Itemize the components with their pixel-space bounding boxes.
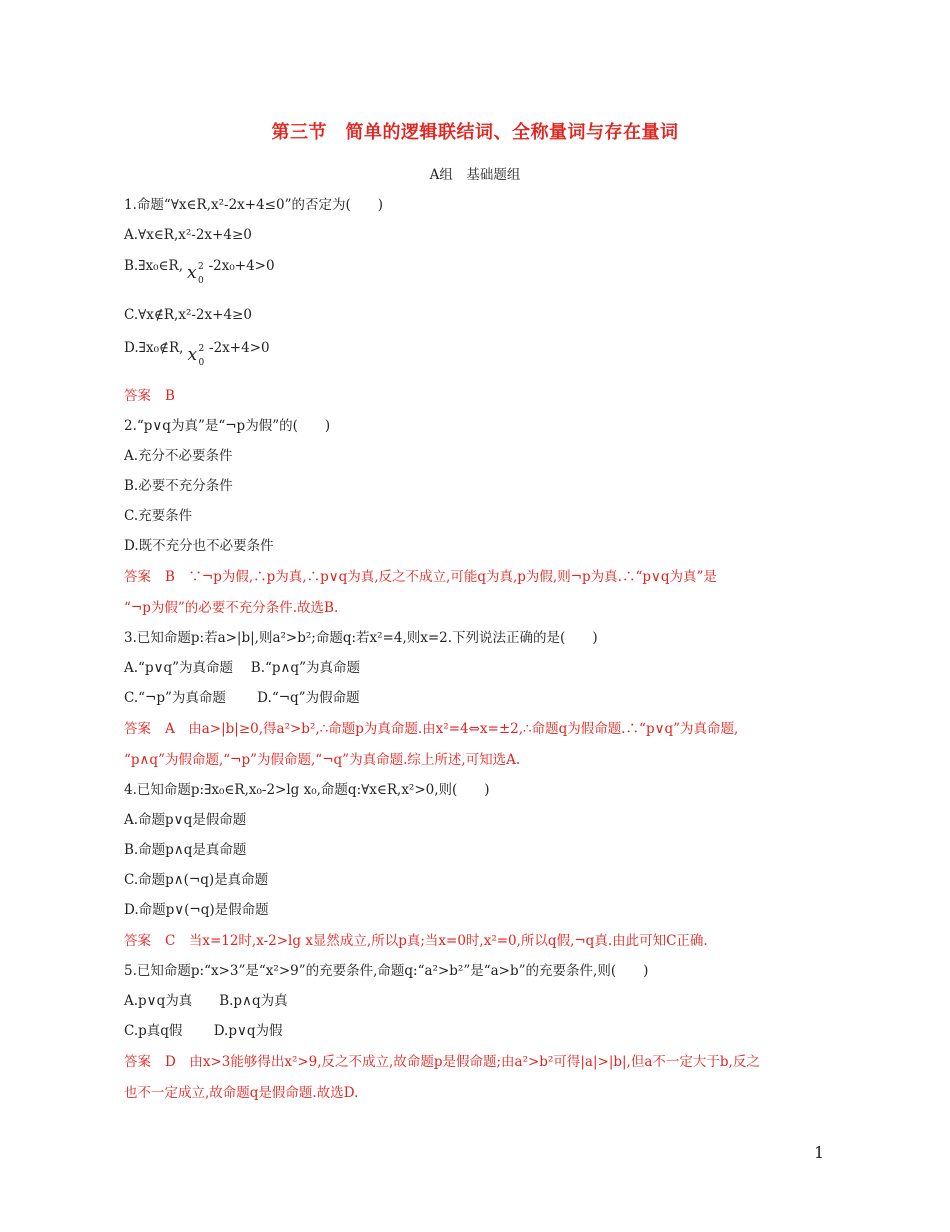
q2-stem: 2.“p∨q为真”是“¬p为假”的( ) [124, 418, 331, 434]
answer-label: 答案 [124, 1054, 151, 1070]
q1-answer-text: B [165, 388, 175, 404]
q4-option-c: C.命题p∧(¬q)是真命题 [124, 872, 269, 888]
q4-option-a: A.命题p∨q是假命题 [124, 812, 247, 828]
q2-answer-line1: B ∵¬p为假,∴p为真,∴p∨q为真,反之不成立,可能q为真,p为假,则¬p为真.∴“p∨q为真”是 [165, 569, 717, 585]
answer-label: 答案 [124, 388, 151, 404]
q3-answer [124, 719, 738, 739]
q3-answer-line1: A 由a>|b|≥0,得a²>b²,∴命题p为真命题.由x²=4⇔x=±2,∴命题q为假命题.∴“p∨q”为真命题, [165, 721, 739, 737]
q1-answer [124, 386, 175, 406]
q5-answer-line1: D 由x>3能够得出x²>9,反之不成立,故命题p是假命题;由a²>b²可得|a|>|b|,但a不一定大于b,反之 [165, 1054, 760, 1070]
x0-squared-formula: x 2 0 [187, 262, 204, 286]
section-heading: A组 基础题组 [429, 167, 521, 183]
q1-option-d [124, 337, 270, 368]
q1-option-b-suffix: -2x₀+4>0 [208, 258, 275, 274]
q5-options-ab: A.p∨q为真 B.p∧q为真 [124, 993, 288, 1009]
q5-answer-line2: 也不一定成立,故命题q是假命题.故选D. [124, 1085, 359, 1101]
q1-option-d-suffix: -2x+4>0 [209, 340, 270, 356]
q1-option-b [124, 255, 275, 286]
q4-stem: 4.已知命题p:∃x₀∈R,x₀-2>lg x₀,命题q:∀x∈R,x²>0,则( ) [124, 782, 490, 798]
q2-option-c: C.充要条件 [124, 508, 193, 524]
x0-squared-formula: x 2 0 [187, 344, 205, 368]
q5-options-cd: C.p真q假 D.p∨q为假 [124, 1023, 283, 1039]
q5-answer [124, 1052, 760, 1072]
q4-option-b: B.命题p∧q是真命题 [124, 842, 247, 858]
q2-option-d: D.既不充分也不必要条件 [124, 538, 274, 554]
q3-options-cd: C.“¬p”为真命题 D.“¬q”为假命题 [124, 690, 360, 706]
answer-label: 答案 [124, 933, 151, 949]
q3-stem: 3.已知命题p:若a>|b|,则a²>b²;命题q:若x²=4,则x=2.下列说法正确的是( ) [124, 630, 598, 646]
page-title: 第三节 简单的逻辑联结词、全称量词与存在量词 [271, 122, 679, 143]
q3-options-ab: A.“p∨q”为真命题 B.“p∧q”为真命题 [124, 660, 360, 676]
q5-stem: 5.已知命题p:“x>3”是“x²>9”的充要条件,命题q:“a²>b²”是“a>b”的充要条件,则( ) [124, 963, 649, 979]
q2-option-b: B.必要不充分条件 [124, 478, 233, 494]
q1-stem: 1.命题“∀x∈R,x²-2x+4≤0”的否定为( ) [124, 197, 384, 213]
q2-option-a: A.充分不必要条件 [124, 448, 233, 464]
q4-answer [124, 931, 708, 951]
q3-answer-line2: “p∧q”为假命题,“¬p”为假命题,“¬q”为真命题.综上所述,可知选A. [124, 752, 521, 768]
answer-label: 答案 [124, 569, 151, 585]
q1-option-d-prefix: D.∃x₀∉R, [124, 340, 184, 356]
q2-answer-line2: “¬p为假”的必要不充分条件.故选B. [124, 600, 339, 616]
q2-answer [124, 567, 717, 587]
q1-option-c: C.∀x∉R,x²-2x+4≥0 [124, 307, 252, 323]
q4-option-d: D.命题p∨(¬q)是假命题 [124, 902, 269, 918]
q4-answer-line1: C 当x=12时,x-2>lg x显然成立,所以p真;当x=0时,x²=0,所以q假,¬q真.由此可知C正确. [165, 933, 708, 949]
answer-label: 答案 [124, 721, 151, 737]
page-number: 1 [814, 1143, 825, 1162]
q1-option-b-prefix: B.∃x₀∈R, [124, 258, 184, 274]
q1-option-a: A.∀x∈R,x²-2x+4≥0 [124, 227, 252, 243]
